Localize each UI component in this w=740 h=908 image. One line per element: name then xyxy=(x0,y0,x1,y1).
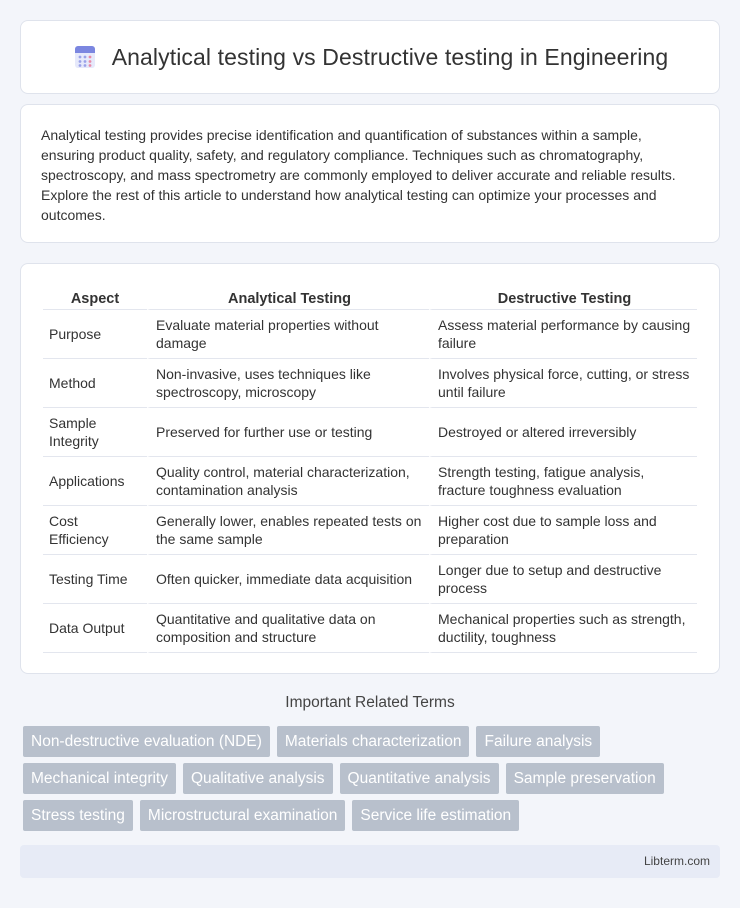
row-analytical: Non-invasive, uses techniques like spectroscopy, microscopy xyxy=(147,359,429,408)
header xyxy=(72,44,669,71)
tag-service-life-estimation[interactable]: Service life estimation xyxy=(352,800,519,831)
tag-sample-preservation[interactable]: Sample preservation xyxy=(506,763,664,794)
row-destructive: Destroyed or altered irreversibly xyxy=(429,408,697,457)
calculator-icon xyxy=(72,44,98,70)
row-aspect: Testing Time xyxy=(43,555,147,604)
table-row xyxy=(43,359,697,408)
footer-site-link[interactable]: Libterm.com xyxy=(643,854,710,868)
header-analytical: Analytical Testing xyxy=(147,284,429,310)
comparison-table xyxy=(43,284,697,653)
row-destructive: Strength testing, fatigue analysis, fracture toughness evaluation xyxy=(429,457,697,506)
header-aspect: Aspect xyxy=(43,284,147,310)
row-aspect: Purpose xyxy=(43,310,147,359)
tag-mechanical-integrity[interactable]: Mechanical integrity xyxy=(23,763,176,794)
table-row xyxy=(43,506,697,555)
table-row xyxy=(43,604,697,653)
row-aspect: Data Output xyxy=(43,604,147,653)
header-destructive: Destructive Testing xyxy=(429,284,697,310)
intro-paragraph: Analytical testing provides precise identification and quantification of substances within a sample, ensuring product quality, safety, and regulatory compliance. Techniques such as chromatography, spectroscopy, and mass spectrometry are commonly employed to deliver accurate and reliable results. Explore the rest of this article to understand how analytical testing can optimize your processes and outcomes. xyxy=(41,127,676,223)
row-destructive: Assess material performance by causing failure xyxy=(429,310,697,359)
comparison-card xyxy=(20,263,720,674)
table-row xyxy=(43,408,697,457)
tag-quantitative-analysis[interactable]: Quantitative analysis xyxy=(340,763,499,794)
row-destructive: Mechanical properties such as strength, ductility, toughness xyxy=(429,604,697,653)
related-terms-title: Important Related Terms xyxy=(285,694,455,711)
tag-non-destructive-evaluation[interactable]: Non-destructive evaluation (NDE) xyxy=(23,726,270,757)
tag-materials-characterization[interactable]: Materials characterization xyxy=(277,726,470,757)
row-analytical: Quality control, material characterization, contamination analysis xyxy=(147,457,429,506)
row-aspect: Applications xyxy=(43,457,147,506)
tag-failure-analysis[interactable]: Failure analysis xyxy=(476,726,600,757)
row-aspect: Cost Efficiency xyxy=(43,506,147,555)
row-analytical: Generally lower, enables repeated tests on the same sample xyxy=(147,506,429,555)
row-destructive: Higher cost due to sample loss and preparation xyxy=(429,506,697,555)
related-terms xyxy=(23,726,723,837)
intro-card xyxy=(20,104,720,243)
tag-row xyxy=(23,763,723,794)
header-card xyxy=(20,20,720,94)
row-aspect: Sample Integrity xyxy=(43,408,147,457)
row-analytical: Preserved for further use or testing xyxy=(147,408,429,457)
tag-row xyxy=(23,726,723,757)
table-row xyxy=(43,310,697,359)
table-header-row xyxy=(43,284,697,310)
row-destructive: Involves physical force, cutting, or stress until failure xyxy=(429,359,697,408)
row-analytical: Often quicker, immediate data acquisition xyxy=(147,555,429,604)
row-aspect: Method xyxy=(43,359,147,408)
tag-qualitative-analysis[interactable]: Qualitative analysis xyxy=(183,763,333,794)
page-title: Analytical testing vs Destructive testing in Engineering xyxy=(111,43,669,70)
row-destructive: Longer due to setup and destructive process xyxy=(429,555,697,604)
row-analytical: Evaluate material properties without damage xyxy=(147,310,429,359)
footer xyxy=(20,845,720,878)
tag-row xyxy=(23,800,723,831)
table-row xyxy=(43,457,697,506)
tag-stress-testing[interactable]: Stress testing xyxy=(23,800,133,831)
row-analytical: Quantitative and qualitative data on composition and structure xyxy=(147,604,429,653)
table-row xyxy=(43,555,697,604)
tag-microstructural-examination[interactable]: Microstructural examination xyxy=(140,800,346,831)
